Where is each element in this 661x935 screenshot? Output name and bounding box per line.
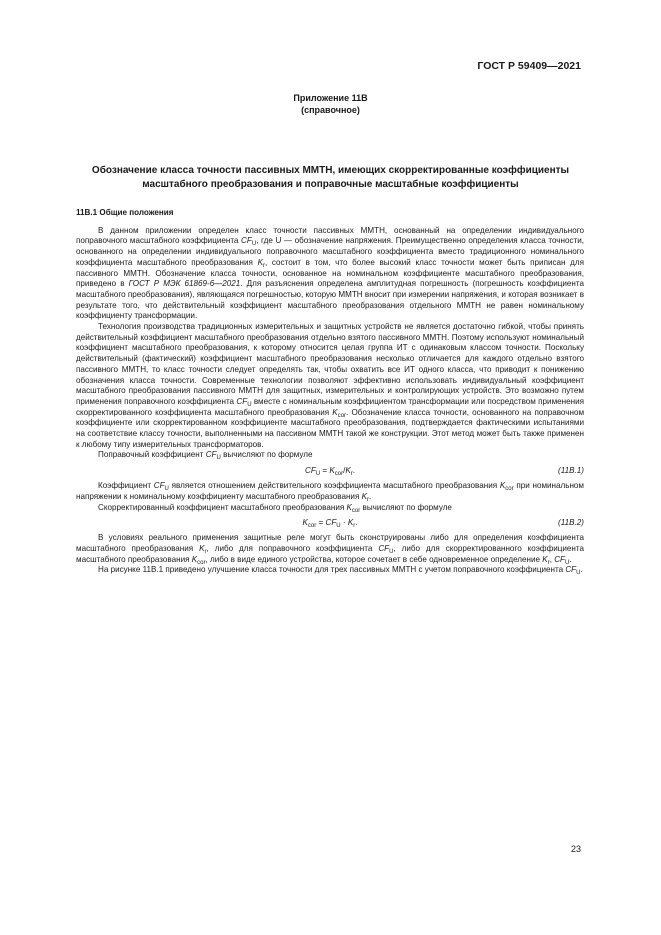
paragraph-2: Технология производства традиционных измерительных и защитных устройств не является достаточно гибкой, чтобы принять действительный коэффициент масштабного преобразования отдельно взятого пассивного ММТН. Поэтому используют номинальный коэффициент масштабного преобразования, к которому относится целая группа ИТ с одинаковым классом точности. Поскольку действительный (фактический) коэффициент масштабного преобразования несколько отличается для каждого отдельно взятого пассивного ММТН, то класс точности следует определять так, чтобы охватить все ИТ одного класса, что приводит к понижению обозначения класса точности. Современные технологии позволяют эффективно использовать индивидуальный коэффициент масштабного преобразования пассивного ММТН для защитных, измерительных и контролирующих устройств. Это возможно путем применения поправочного коэффициента $CF_U$ вместе с номинальным коэффициентом трансформации или посредством применения скорректированного коэффициента масштабного преобразования $K_{cor}$. Обозначение класса точности, основанного на поправочном коэффициенте или скорректированном коэффициенте масштабного преобразования, подтверждается фактическими испытаниями на соответствие классу точности, выполненными на пассивном ММТН такой же конструкции. Этот метод может быть также применен к любому типу измерительных трансформаторов. <box>76 322 585 449</box>
section-heading: 11В.1 Общие положения <box>76 208 174 217</box>
paragraph-7: На рисунке 11В.1 приведено улучшение класса точности для трех пассивных ММТН с учетом поправочного коэффициента $CF_U$. <box>98 565 583 577</box>
paragraph-6: В условиях реального применения защитные реле могут быть сконструированы либо для определения коэффициента масштабного преобразования $K_r$, либо для поправочного коэффициента $CF_U$, либо для скорректированного коэффициента масштабного преобразования $K_{cor}$, либо в виде единого устройства, которое сочетает в себе одновременное определение $K_r$, $CF_U$. <box>76 533 584 566</box>
document-title-line-2: масштабного преобразования и поправочные масштабные коэффициенты <box>142 179 519 190</box>
formula-11b1: $CF_U = K_{cor}/K_r$. (11В.1) <box>304 466 584 478</box>
document-title-line-1: Обозначение класса точности пассивных ММТН, имеющих скорректированные коэффициенты <box>91 165 570 176</box>
paragraph-1: В данном приложении определен класс точности пассивных ММТН, основанный на определении индивидуального поправочного масштабного коэффициента $CF_U$, где U — обозначение напряжения. Преимущественно определения класса точности, основанного на определении индивидуального поправочного масштабного коэффициента вместо традиционного номинального коэффициента масштабного преобразования $K_r$, состоит в том, что более высокий класс точности может быть приписан для пассивного ММТН. Обозначение класса точности, основанное на номинальном коэффициенте масштабного преобразования, приведено в ГОСТ Р МЭК 61869-6—2021. Для разъяснения определена амплитудная погрешность (погрешность коэффициента масштабного преобразования), являющаяся погрешностью, которую ММТН вносит при измерении напряжения, и которая возникает в результате того, что действительный коэффициент масштабного преобразования отдельного ММТН не равен номинальному коэффициенту трансформации. <box>76 225 584 321</box>
paragraph-3: Поправочный коэффициент $CF_U$ вычисляют по формуле <box>98 450 313 462</box>
document-body <box>76 208 584 576</box>
document-title <box>70 164 591 192</box>
formula-number: (11В.2) <box>558 518 584 528</box>
appendix-title: Приложение 11В <box>293 93 368 103</box>
appendix-heading <box>0 92 661 116</box>
paragraph-4: Коэффициент $CF_U$ является отношением действительного коэффициента масштабного преобразования $K_{cor}$ при номинальном напряжении к номинальному коэффициенту масштабного преобразования $K_r$. <box>76 481 584 503</box>
formula-number: (11В.1) <box>558 466 584 476</box>
paragraph-5: Скорректированный коэффициент масштабного преобразования $K_{cor}$ вычисляют по формуле <box>98 502 452 514</box>
standard-reference: ГОСТ Р МЭК 61869-6—2021 <box>128 279 241 289</box>
formula-11b2: $K_{cor} = CF_U \cdot K_r$. (11В.2) <box>302 518 584 530</box>
standard-number: ГОСТ Р 59409—2021 <box>477 60 581 72</box>
page-number: 23 <box>570 844 581 854</box>
appendix-subtitle: (справочное) <box>301 105 360 115</box>
